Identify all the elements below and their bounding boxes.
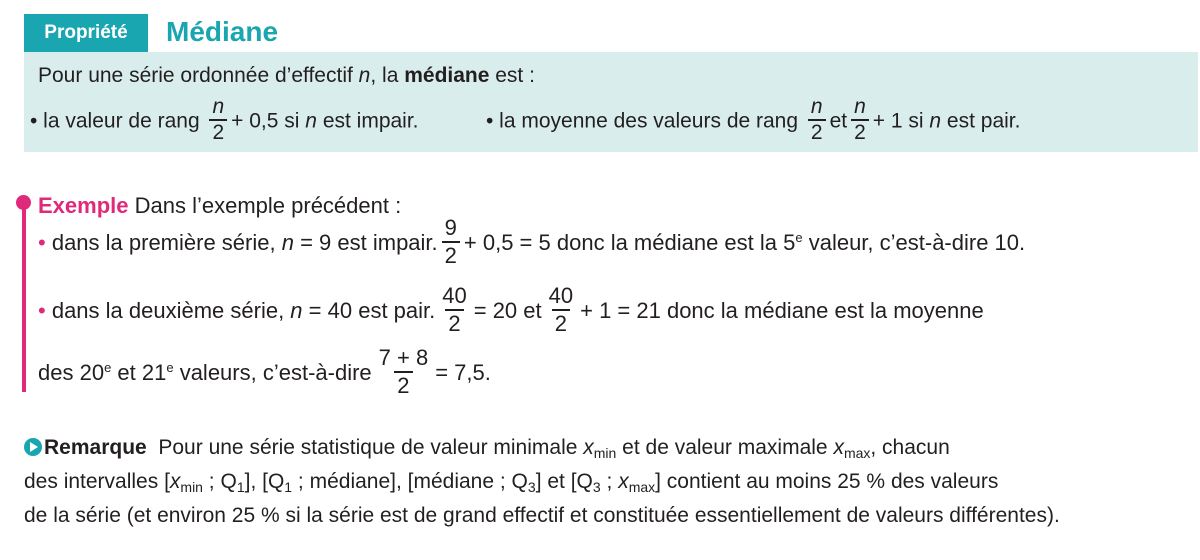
example-second-series-cont: des 20e et 21e valeurs, c’est-à-dire $\frac{7 + 8}{2}$ = 7,5. bbox=[38, 345, 491, 398]
property-odd-rule: • la valeur de rang $\frac{n}{2}$ + 0,5 si n est impair. bbox=[30, 95, 419, 144]
property-statement: Pour une série ordonnée d’effectif n, la médiane est : bbox=[38, 64, 535, 87]
property-even-rule: • la moyenne des valeurs de rang $\frac{n}{2}$ et $\frac{n}{2}$ + 1 si n est pair. bbox=[486, 95, 1021, 144]
property-tag: Propriété bbox=[24, 14, 148, 52]
example-intro: Exemple Dans l’exemple précédent : bbox=[38, 193, 402, 218]
remark-line-1: Remarque Pour une série statistique de valeur minimale $x_{min}$ et de valeur maximale $x_{max}$, chacun bbox=[24, 432, 950, 469]
example-first-series: • dans la première série, n = 9 est impair. $\frac{9}{2}$ + 0,5 = 5 donc la médiane est la 5e valeur, c’est-à-dire 10. bbox=[38, 215, 1026, 268]
remark-line-2: des intervalles [$x_{min}$ ; $Q_1$], [$Q_1$ ; médiane], [médiane ; $Q_3$] et [$Q_3$ ; $x_{max}$] contient au moins 25 % des valeurs bbox=[24, 470, 999, 495]
property-title: Médiane bbox=[166, 16, 279, 47]
example-bar bbox=[22, 202, 26, 392]
example-second-series: • dans la deuxième série, n = 40 est pair. $\frac{40}{2}$ = 20 et $\frac{40}{2}$ + 1 = 21 donc la médiane est la moyenne bbox=[38, 283, 984, 336]
play-icon bbox=[24, 438, 42, 456]
remark-line-3: de la série (et environ 25 % si la série est de grand effectif et constituée essentiellement de valeurs différentes). bbox=[24, 504, 1060, 527]
example-dot bbox=[16, 195, 31, 210]
